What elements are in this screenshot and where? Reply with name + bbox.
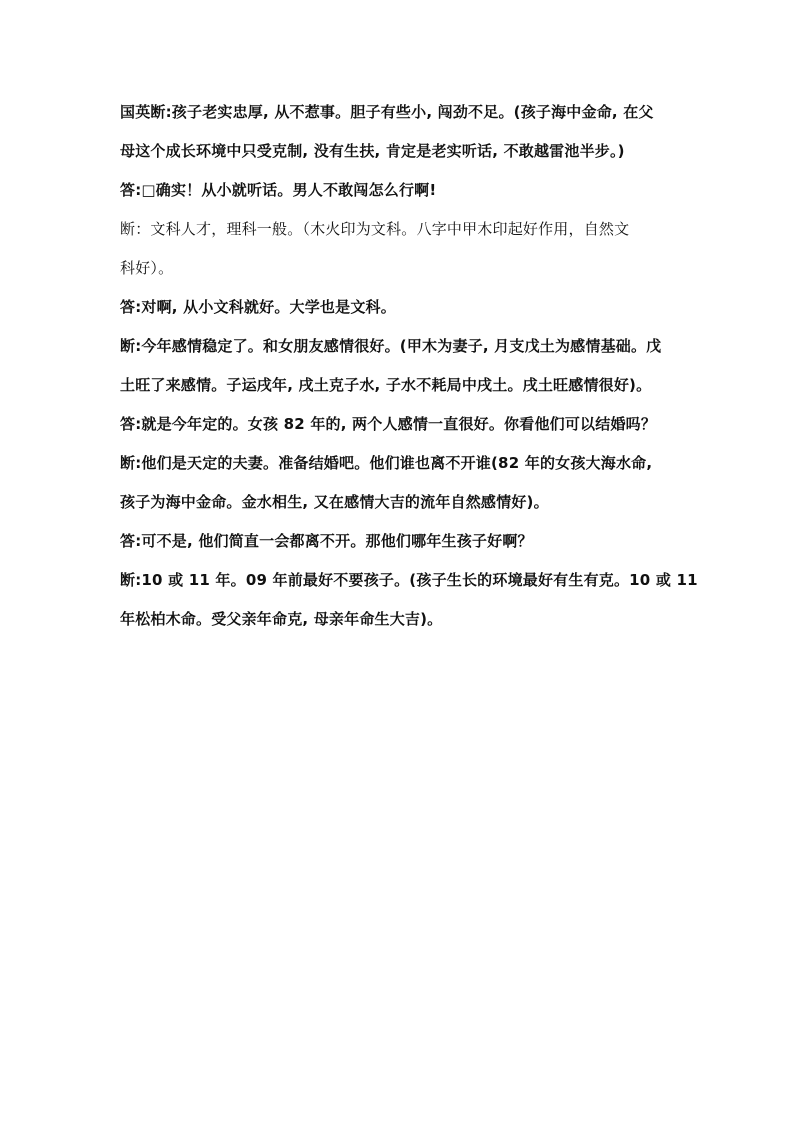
paragraph-9-line-1: 断:10 或 11 年。09 年前最好不要孩子。(孩子生长的环境最好有生有克。10 或 11 <box>120 571 698 589</box>
paragraph-7-line-1: 断:他们是天定的夫妻。准备结婚吧。他们谁也离不开谁(82 年的女孩大海水命, <box>120 454 653 472</box>
paragraph-5-line-1: 断:今年感情稳定了。和女朋友感情很好。(甲木为妻子, 月支戊土为感情基础。戊 <box>120 337 662 355</box>
paragraph-4-line-1: 答:对啊, 从小文科就好。大学也是文科。 <box>120 298 396 316</box>
paragraph-3-line-1: 断：文科人才，理科一般。（木火印为文科。八字中甲木印起好作用，自然文 <box>120 220 630 238</box>
paragraph-5-line-2: 土旺了来感情。子运戌年, 戌土克子水, 子水不耗局中戌土。戌土旺感情很好)。 <box>120 376 652 394</box>
paragraph-2-line-1: 答:□确实！从小就听话。男人不敢闯怎么行啊! <box>120 181 437 199</box>
paragraph-6-line-1: 答:就是今年定的。女孩 82 年的, 两个人感情一直很好。你看他们可以结婚吗？ <box>120 415 657 433</box>
paragraph-7-line-2: 孩子为海中金命。金水相生, 又在感情大吉的流年自然感情好)。 <box>120 493 549 511</box>
paragraph-1-line-2: 母这个成长环境中只受克制, 没有生扶, 肯定是老实听话, 不敢越雷池半步。) <box>120 142 625 160</box>
paragraph-9-line-2: 年松柏木命。受父亲年命克, 母亲年命生大吉)。 <box>120 610 443 628</box>
document-body <box>120 103 698 628</box>
paragraph-8-line-1: 答:可不是, 他们简直一会都离不开。那他们哪年生孩子好啊？ <box>120 532 533 550</box>
paragraph-3-line-2: 科好）。 <box>120 259 174 277</box>
paragraph-1-line-1: 国英断:孩子老实忠厚, 从不惹事。胆子有些小, 闯劲不足。(孩子海中金命, 在父 <box>120 103 654 121</box>
